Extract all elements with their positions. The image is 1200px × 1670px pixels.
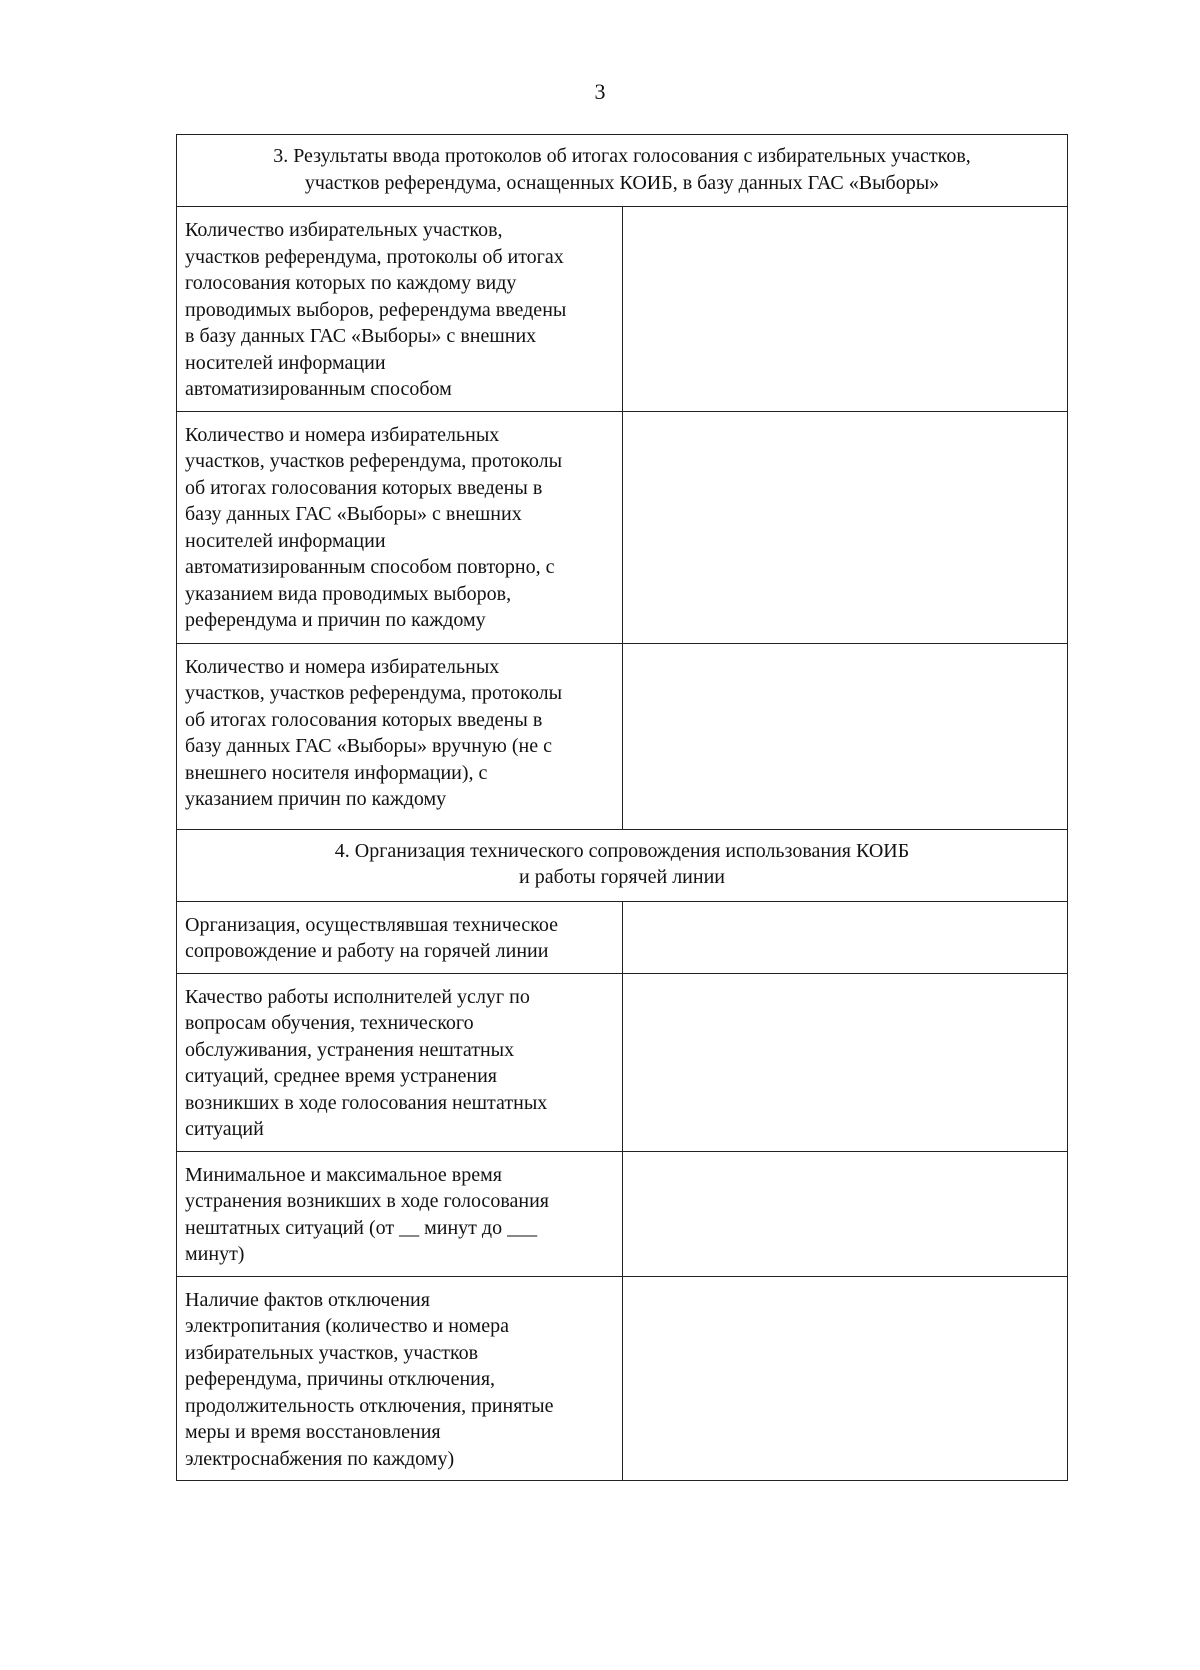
- row-label-line: Количество и номера избирательных: [185, 655, 500, 678]
- row-label: [177, 643, 623, 829]
- row-label: [177, 1151, 623, 1276]
- section-title: [177, 829, 1068, 901]
- row-label-line: ситуаций: [185, 1118, 264, 1140]
- row-label-line: Количество избирательных участков,: [185, 219, 503, 241]
- row-label-line: об итогах голосования которых введены в: [185, 708, 543, 731]
- section-title: [177, 135, 1068, 207]
- section-title-line: 3. Результаты ввода протоколов об итогах голосования с избирательных участков,: [273, 145, 971, 167]
- row-label: [177, 207, 623, 412]
- row-label-line: референдума, причины отключения,: [185, 1368, 496, 1390]
- row-label-line: меры и время восстановления: [185, 1421, 441, 1443]
- row-label-line: нештатных ситуаций (от __ минут до ___: [185, 1216, 538, 1239]
- table-row: [177, 973, 1068, 1151]
- row-label-line: в базу данных ГАС «Выборы» с внешних: [185, 325, 537, 347]
- row-label-line: носителей информации: [185, 351, 386, 374]
- row-label: [177, 901, 623, 973]
- row-label: [177, 411, 623, 643]
- row-label-line: вопросам обучения, технического: [185, 1012, 474, 1034]
- section-title-line: 4. Организация технического сопровождения использования КОИБ: [334, 839, 910, 862]
- row-label-line: участков, участков референдума, протоколы: [185, 682, 563, 704]
- table-row: [177, 1151, 1068, 1276]
- row-label-line: указанием вида проводимых выборов,: [185, 582, 512, 605]
- row-label-line: об итогах голосования которых введены в: [185, 476, 543, 499]
- row-label: [177, 973, 623, 1151]
- table-row: [177, 901, 1068, 973]
- section-header-row: [177, 829, 1068, 901]
- row-label-line: голосования которых по каждому виду: [185, 272, 517, 294]
- report-form-body: [177, 135, 1068, 1481]
- row-label-line: электропитания (количество и номера: [185, 1315, 509, 1337]
- row-label-line: базу данных ГАС «Выборы» с внешних: [185, 503, 522, 525]
- row-label-line: сопровождение и работу на горячей линии: [185, 940, 549, 962]
- row-label-line: продолжительность отключения, принятые: [185, 1394, 554, 1417]
- row-value-field[interactable]: [622, 973, 1068, 1151]
- page-number: 3: [594, 79, 606, 104]
- section-title-line: и работы горячей линии: [518, 866, 725, 888]
- row-label-line: проводимых выборов, референдума введены: [185, 298, 567, 321]
- row-label-line: электроснабжения по каждому): [185, 1447, 455, 1470]
- row-value-field[interactable]: [622, 411, 1068, 643]
- row-label-line: носителей информации: [185, 529, 386, 552]
- row-label-line: автоматизированным способом повторно, с: [185, 556, 555, 578]
- row-label-line: возникших в ходе голосования нештатных: [185, 1091, 548, 1114]
- table-row: [177, 1276, 1068, 1481]
- section-header-row: [177, 135, 1068, 207]
- row-label-line: устранения возникших в ходе голосования: [185, 1190, 549, 1212]
- row-label-line: минут): [185, 1243, 245, 1265]
- row-label-line: ситуаций, среднее время устранения: [185, 1065, 498, 1087]
- section-title-line: участков референдума, оснащенных КОИБ, в базу данных ГАС «Выборы»: [304, 171, 940, 194]
- table-row: [177, 207, 1068, 412]
- row-label-line: базу данных ГАС «Выборы» вручную (не с: [185, 735, 552, 757]
- row-label-line: автоматизированным способом: [185, 378, 452, 400]
- row-value-field[interactable]: [622, 1151, 1068, 1276]
- row-label-line: референдума и причин по каждому: [185, 609, 486, 631]
- row-label-line: избирательных участков, участков: [185, 1341, 479, 1364]
- row-value-field[interactable]: [622, 207, 1068, 412]
- row-label-line: указанием причин по каждому: [185, 788, 447, 810]
- row-value-field[interactable]: [622, 901, 1068, 973]
- row-label: [177, 1276, 623, 1481]
- table-row: [177, 643, 1068, 829]
- table-row: [177, 411, 1068, 643]
- report-form-table: [176, 134, 1068, 1481]
- row-label-line: Минимальное и максимальное время: [185, 1163, 502, 1186]
- row-label-line: участков, участков референдума, протоколы: [185, 450, 563, 472]
- row-label-line: Количество и номера избирательных: [185, 423, 500, 446]
- row-label-line: Организация, осуществлявшая техническое: [185, 913, 558, 936]
- row-label-line: внешнего носителя информации), с: [185, 761, 488, 784]
- row-label-line: Наличие фактов отключения: [185, 1288, 430, 1311]
- row-value-field[interactable]: [622, 643, 1068, 829]
- row-label-line: Качество работы исполнителей услуг по: [185, 985, 530, 1008]
- row-label-line: участков референдума, протоколы об итогах: [185, 245, 564, 268]
- row-label-line: обслуживания, устранения нештатных: [185, 1038, 515, 1061]
- row-value-field[interactable]: [622, 1276, 1068, 1481]
